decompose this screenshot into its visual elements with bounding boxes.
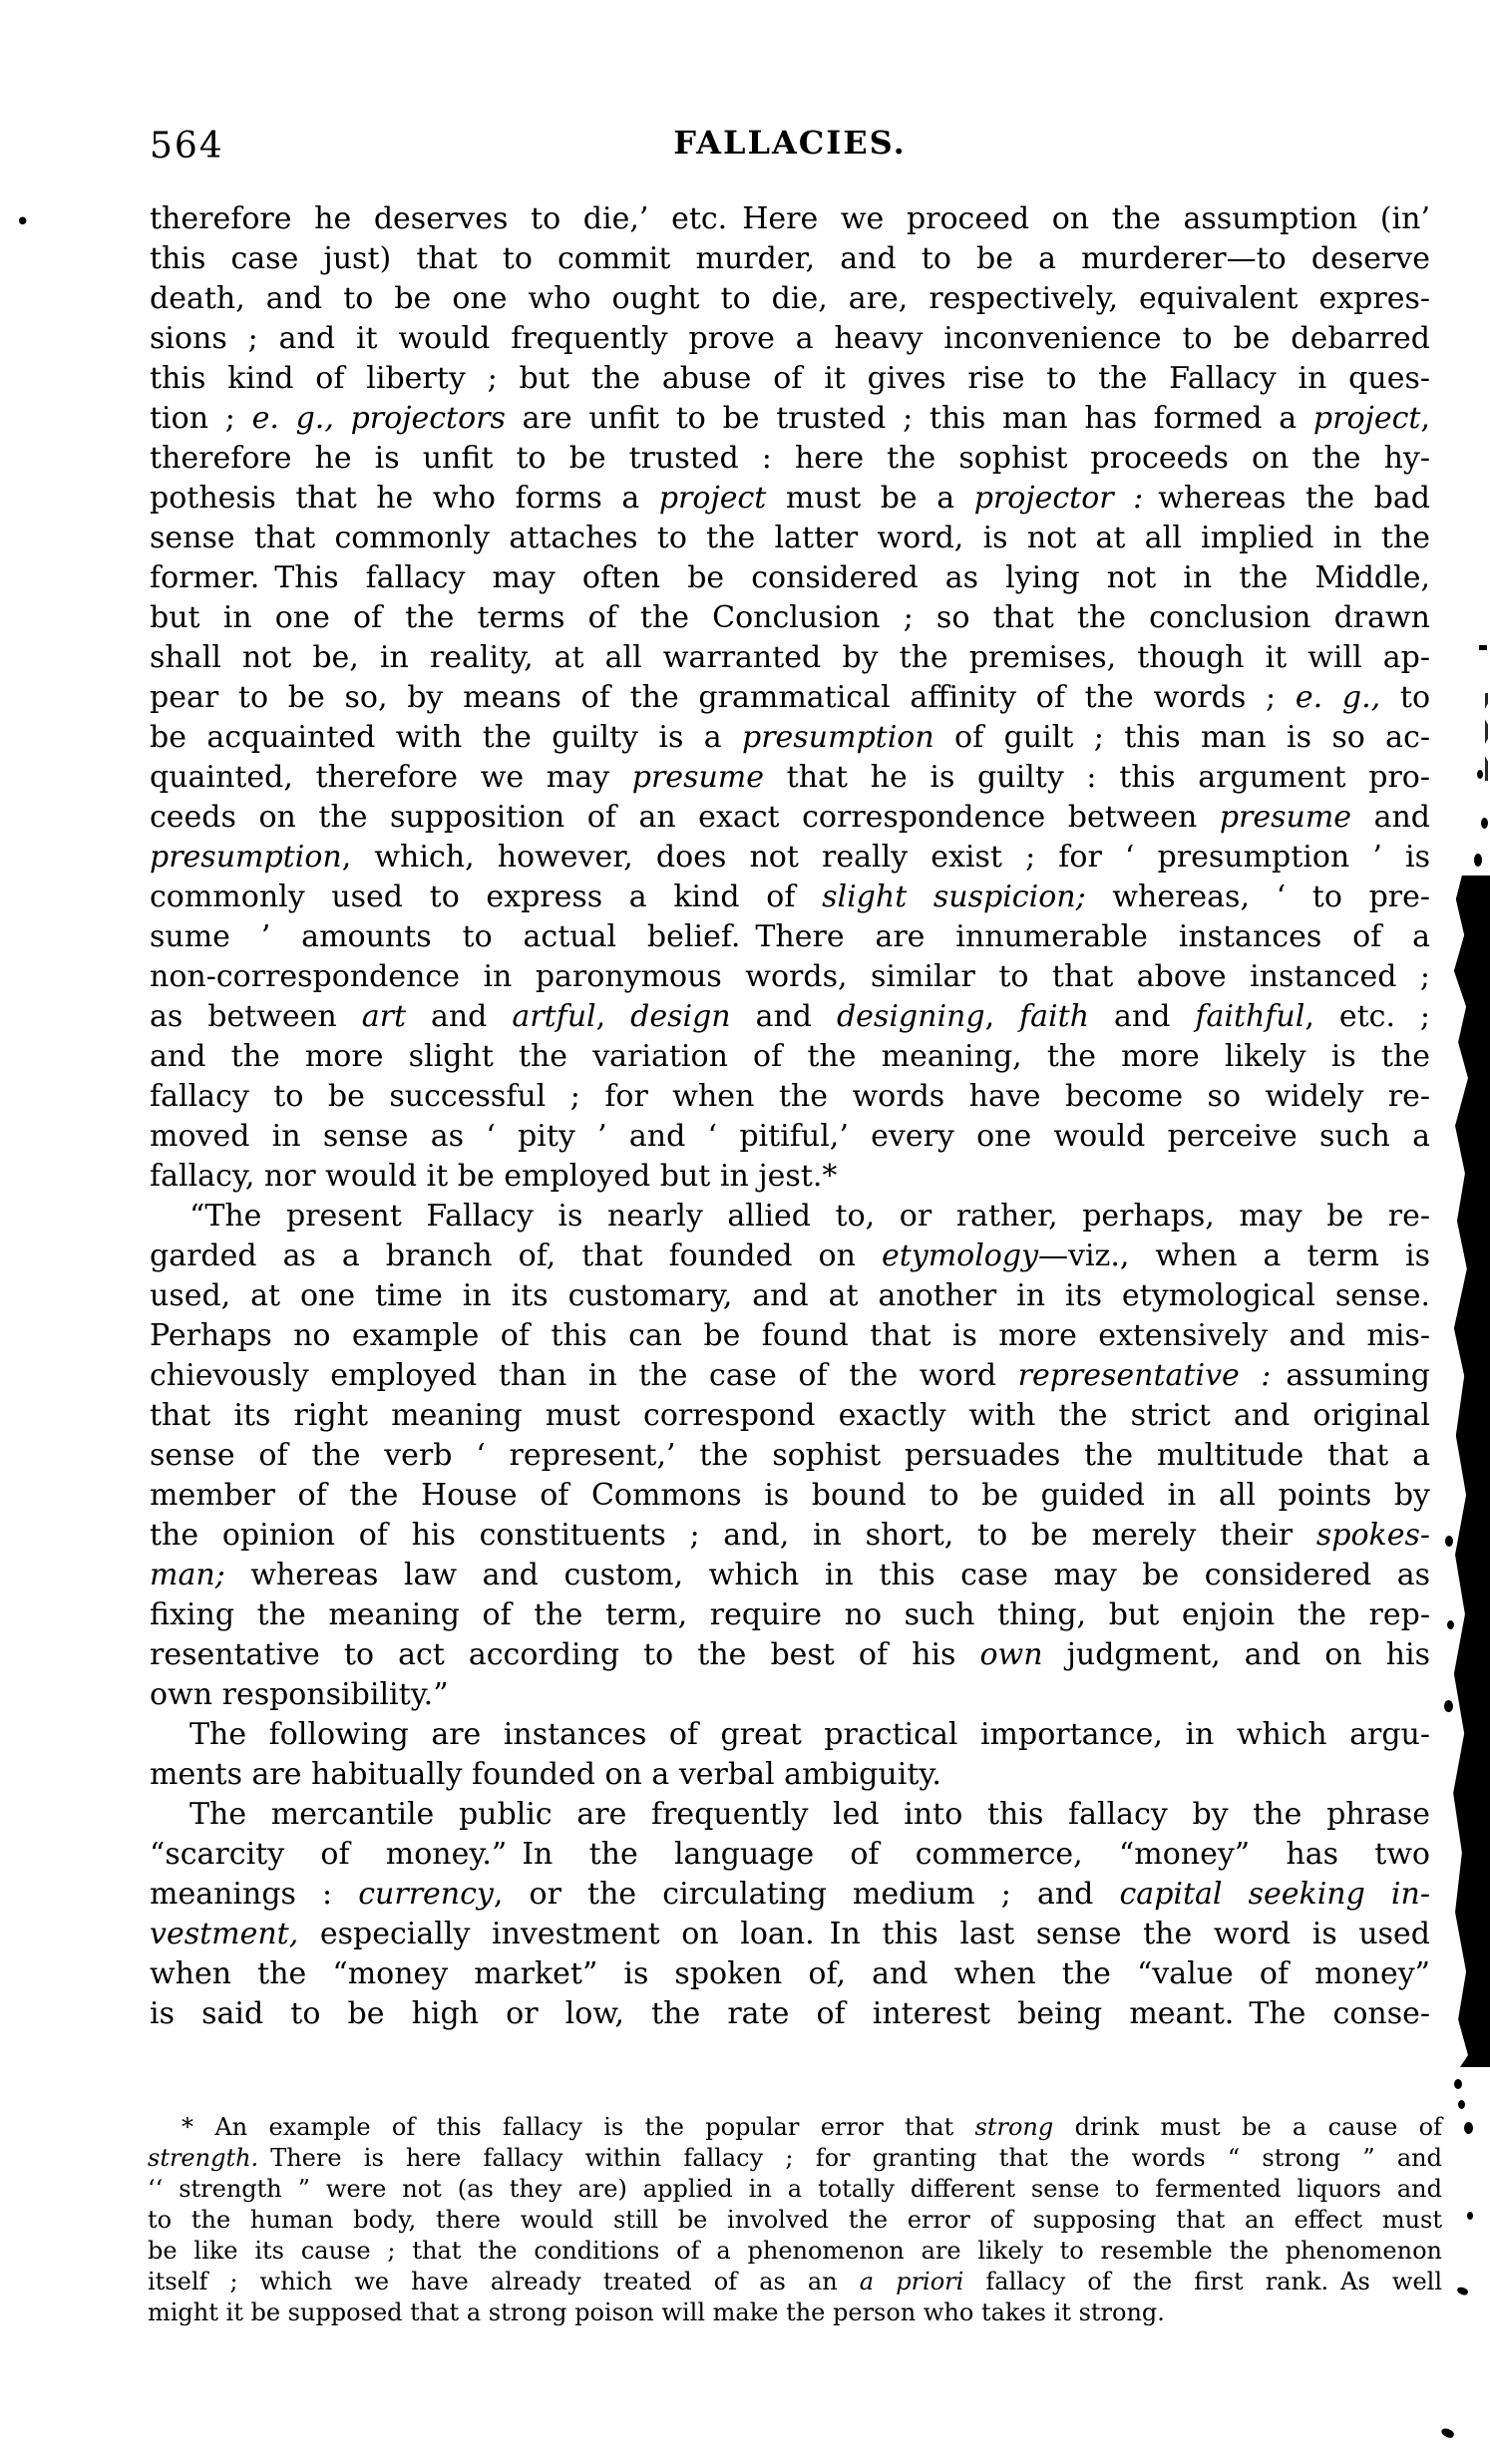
paragraph	[150, 1715, 1430, 1795]
text-line: ceeds on the supposition of an exact correspondence between presume and	[150, 800, 1430, 835]
text-line: presumption, which, however, does not really exist ; for ‘ presumption ’ is	[150, 840, 1430, 875]
text-line: resentative to act according to the best of his own judgment, and on his	[150, 1637, 1430, 1672]
text-line: own responsibility.”	[150, 1677, 449, 1712]
text-line: the opinion of his constituents ; and, in short, to be merely their spokes-	[150, 1518, 1430, 1553]
scan-artifact-speck	[1454, 2079, 1462, 2089]
footnote-line: ‘‘ strength ” were not (as they are) applied in a totally different sense to fermented liquors and	[148, 2175, 1442, 2203]
scan-artifact-speck	[1447, 1620, 1454, 1629]
scan-artifact-speck	[1477, 770, 1483, 779]
text-line: fallacy to be successful ; for when the words have become so widely re-	[150, 1079, 1430, 1114]
text-line: as between art and artful, design and designing, faith and faithful, etc. ;	[150, 999, 1431, 1034]
paragraph	[150, 1795, 1430, 2034]
footnote-line: itself ; which we have already treated of as an a priori fallacy of the first rank. As well	[148, 2268, 1443, 2295]
body-text	[150, 199, 1430, 2034]
text-line: is said to be high or low, the rate of interest being meant. The conse-	[150, 1996, 1430, 2031]
text-line: shall not be, in reality, at all warranted by the premises, though it will ap-	[150, 640, 1430, 675]
scan-artifact-speck	[1467, 2212, 1473, 2220]
text-line: fixing the meaning of the term, require no such thing, but enjoin the rep-	[150, 1597, 1430, 1632]
text-line: therefore he deserves to die,’ etc. Here we proceed on the assumption (in’	[150, 201, 1430, 236]
text-line: and the more slight the variation of the meaning, the more likely is the	[150, 1039, 1430, 1074]
scan-artifact-speck	[1445, 1536, 1453, 1547]
scan-artifact-speck	[1444, 1700, 1453, 1712]
text-line: therefore he is unfit to be trusted : here the sophist proceeds on the hy-	[150, 441, 1430, 476]
text-line: member of the House of Commons is bound to be guided in all points by	[150, 1478, 1430, 1513]
scan-artifact-speck	[1440, 2427, 1455, 2439]
text-line: sions ; and it would frequently prove a heavy inconvenience to be debarred	[150, 321, 1430, 356]
scan-artifact-speck	[1485, 693, 1488, 781]
scan-artifact-speck	[1474, 854, 1482, 867]
scan-artifact-band	[1452, 876, 1490, 2067]
text-line: be acquainted with the guilty is a presumption of guilt ; this man is so ac-	[150, 720, 1431, 755]
scan-artifact-speck	[1464, 2122, 1473, 2134]
text-line: pothesis that he who forms a project must be a projector : whereas the bad	[150, 481, 1430, 516]
text-line: vestment, especially investment on loan. In this last sense the word is used	[150, 1917, 1430, 1951]
running-title: FALLACIES.	[673, 124, 907, 162]
footnote-line: * An example of this fallacy is the popular error that strong drink must be a cause of	[182, 2113, 1442, 2141]
text-line: quainted, therefore we may presume that he is guilty : this argument pro-	[150, 760, 1430, 795]
text-line: pear to be so, by means of the grammatical affinity of the words ; e. g., to	[150, 680, 1430, 715]
text-line: this kind of liberty ; but the abuse of it gives rise to the Fallacy in ques-	[150, 361, 1430, 396]
text-line: The following are instances of great practical importance, in which argu-	[189, 1717, 1430, 1752]
scan-artifact-speck	[1458, 2100, 1465, 2109]
paragraph	[150, 199, 1430, 1197]
paragraph	[150, 1197, 1430, 1715]
text-line: death, and to be one who ought to die, are, respectively, equivalent expres-	[150, 281, 1430, 316]
footnote-line: might it be supposed that a strong poison will make the person who takes it strong.	[148, 2298, 1165, 2326]
text-line: “The present Fallacy is nearly allied to, or rather, perhaps, may be re-	[189, 1199, 1430, 1233]
text-line: man; whereas law and custom, which in this case may be considered as	[150, 1558, 1430, 1592]
text-line: garded as a branch of, that founded on etymology—viz., when a term is	[150, 1238, 1430, 1273]
page-header	[150, 124, 1430, 172]
margin-ink-dot-icon: •	[15, 207, 31, 237]
text-line: that its right meaning must correspond exactly with the strict and original	[150, 1398, 1430, 1433]
footnote-line: be like its cause ; that the conditions of a phenomenon are likely to resemble the phenomenon	[148, 2237, 1442, 2265]
footnote-line: strength. There is here fallacy within fallacy ; for granting that the words “ strong ” and	[148, 2144, 1442, 2172]
text-line: ments are habitually founded on a verbal ambiguity.	[150, 1757, 941, 1792]
text-line: but in one of the terms of the Conclusion ; so that the conclusion drawn	[150, 600, 1430, 635]
text-line: former. This fallacy may often be considered as lying not in the Middle,	[150, 560, 1430, 595]
scan-artifact-speck	[1479, 645, 1487, 650]
text-line: chievously employed than in the case of the word representative : assuming	[150, 1358, 1430, 1393]
scan-artifact-speck	[1456, 2286, 1469, 2296]
text-line: “scarcity of money.” In the language of commerce, “money” has two	[150, 1837, 1430, 1872]
scan-artifact-speck	[1481, 818, 1488, 829]
text-line: non-correspondence in paronymous words, similar to that above instanced ;	[150, 959, 1430, 994]
footnote-line: to the human body, there would still be involved the error of supposing that an effect must	[148, 2206, 1442, 2234]
text-line: commonly used to express a kind of slight suspicion; whereas, ‘ to pre-	[150, 880, 1431, 914]
text-line: tion ; e. g., projectors are unfit to be trusted ; this man has formed a project,	[150, 401, 1430, 436]
text-line: The mercantile public are frequently led into this fallacy by the phrase	[189, 1797, 1430, 1832]
text-line: sense of the verb ‘ represent,’ the sophist persuades the multitude that a	[150, 1438, 1430, 1473]
text-line: meanings : currency, or the circulating medium ; and capital seeking in-	[150, 1877, 1430, 1912]
footnote	[148, 2112, 1442, 2328]
text-line: fallacy, nor would it be employed but in jest.*	[150, 1159, 838, 1194]
text-line: sume ’ amounts to actual belief. There are innumerable instances of a	[150, 919, 1430, 954]
text-line: moved in sense as ‘ pity ’ and ‘ pitiful,’ every one would perceive such a	[150, 1119, 1430, 1154]
text-line: sense that commonly attaches to the latter word, is not at all implied in the	[150, 521, 1430, 555]
text-line: Perhaps no example of this can be found that is more extensively and mis-	[150, 1318, 1430, 1353]
text-line: this case just) that to commit murder, and to be a murderer—to deserve	[150, 241, 1430, 276]
text-line: when the “money market” is spoken of, and when the “value of money”	[150, 1956, 1430, 1991]
text-line: used, at one time in its customary, and at another in its etymological sense.	[150, 1278, 1430, 1313]
page-number: 564	[150, 126, 224, 167]
